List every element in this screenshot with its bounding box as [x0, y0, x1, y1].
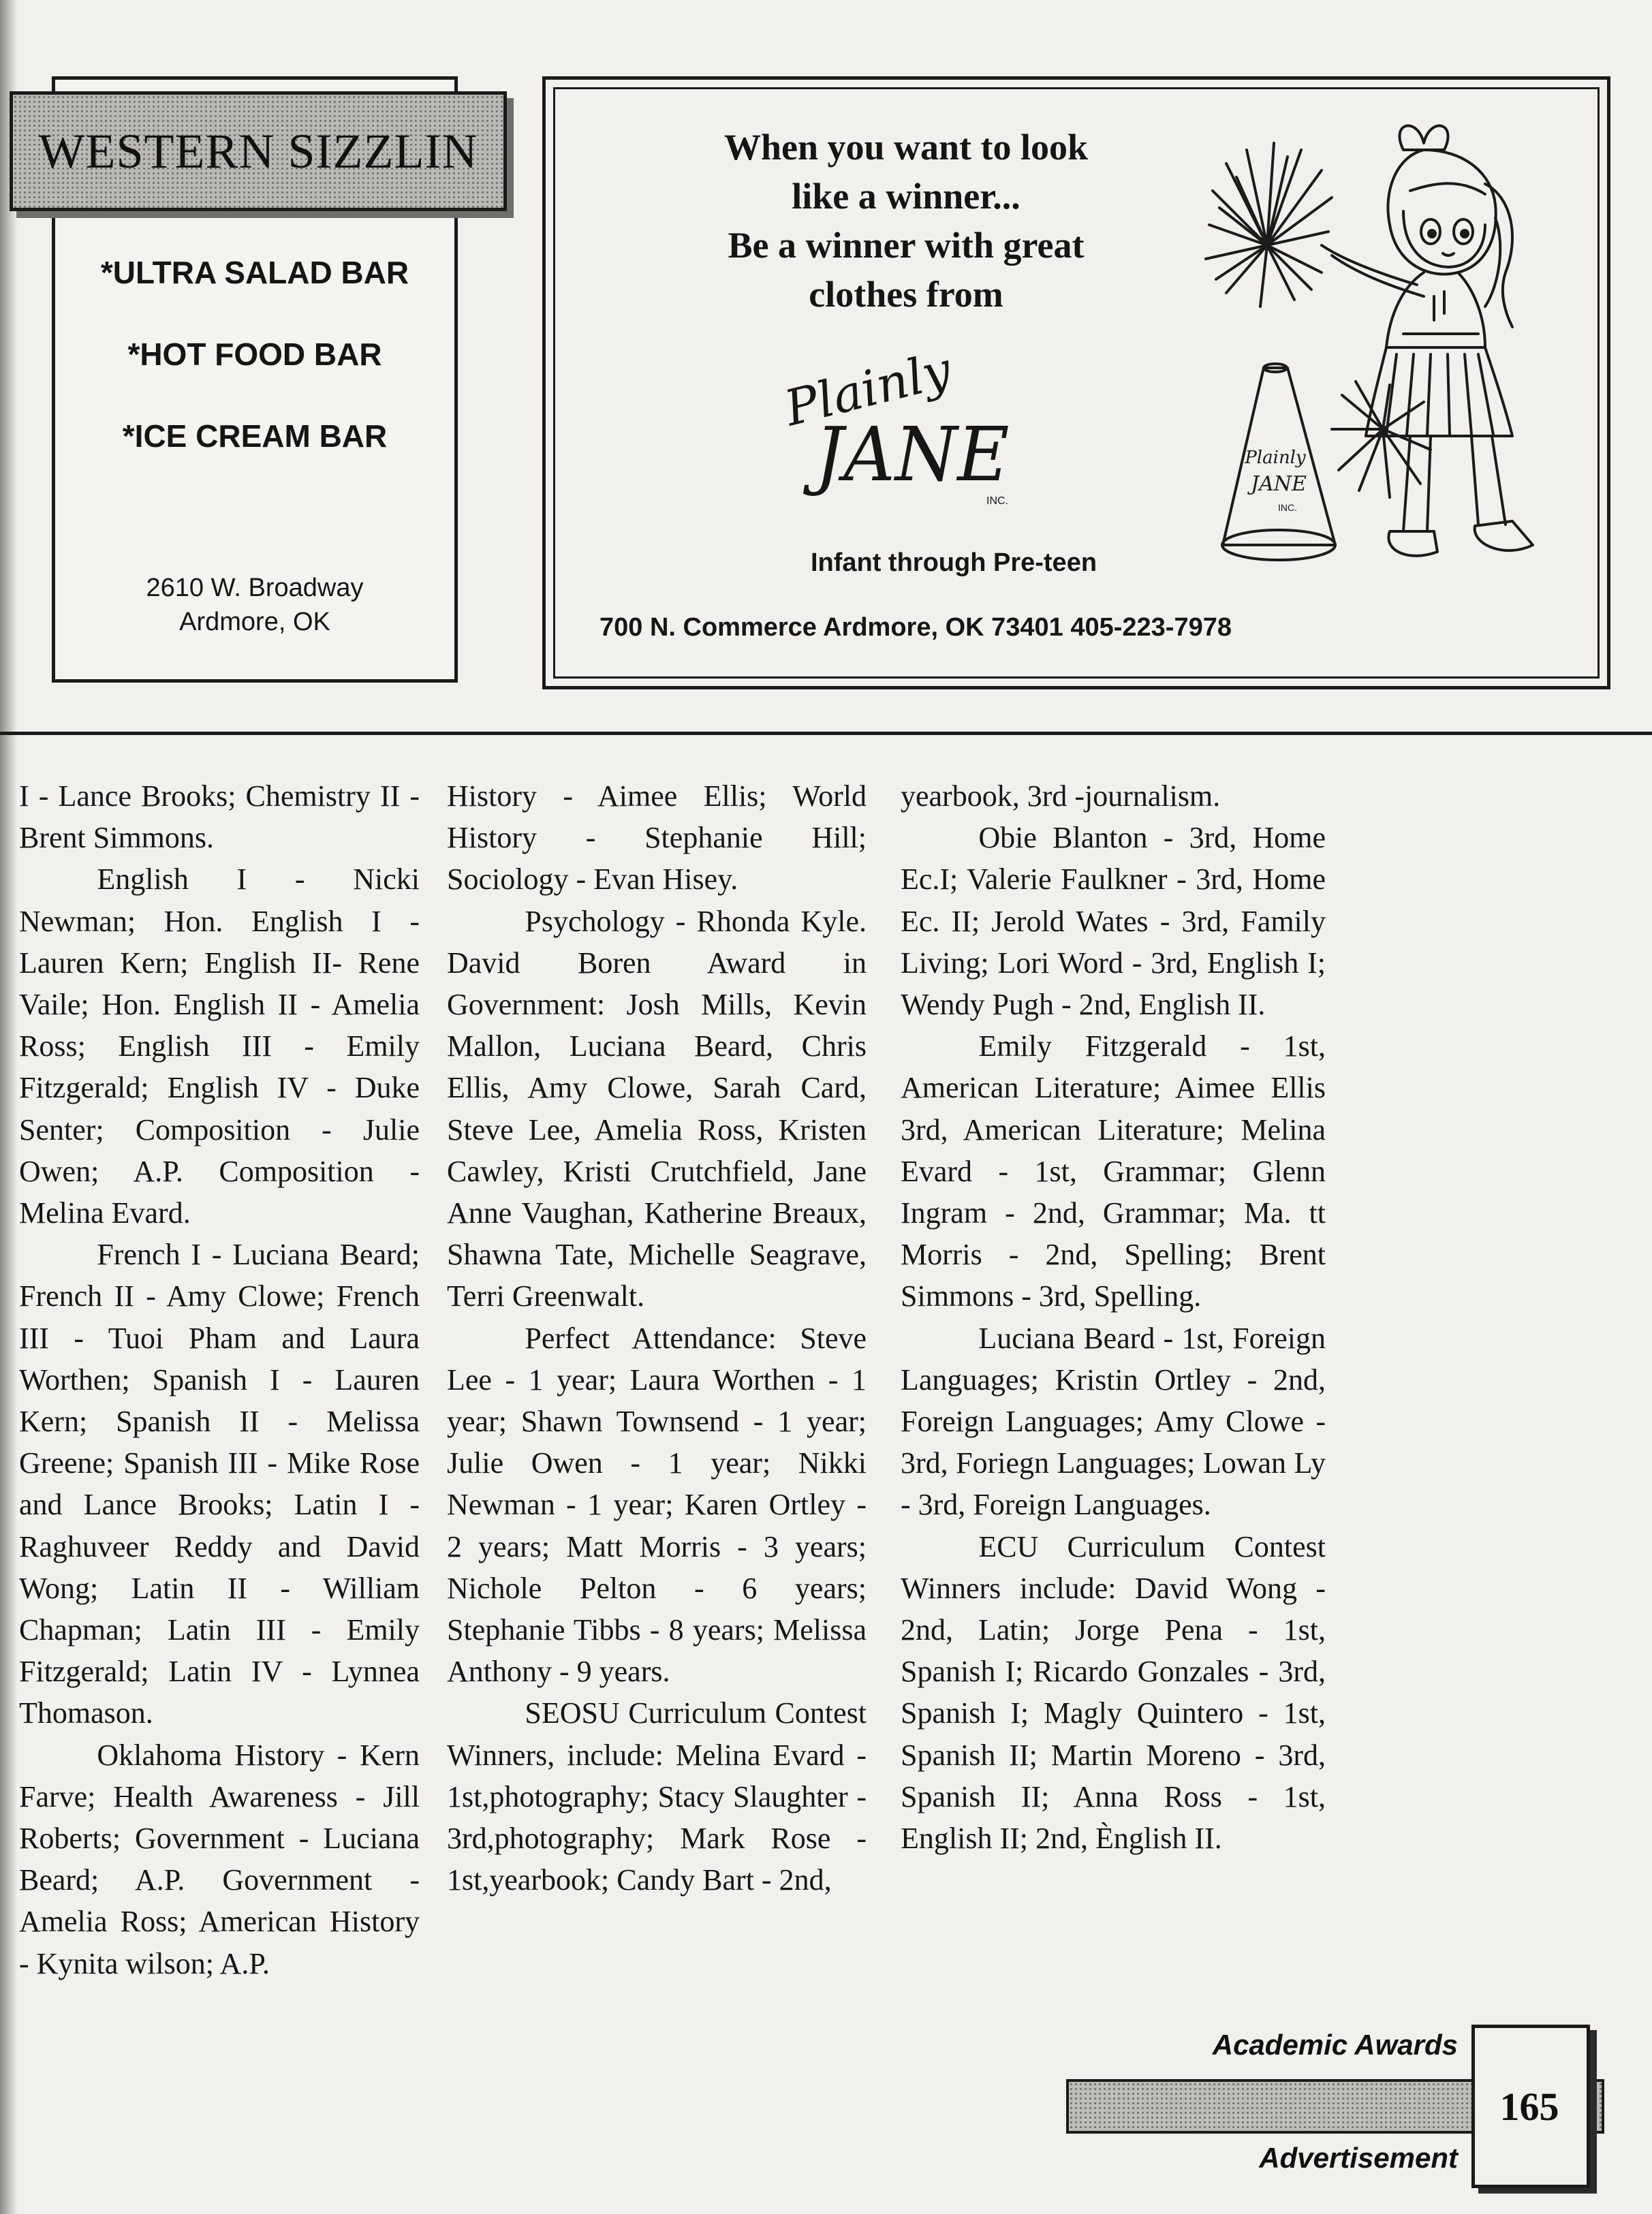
menu-item-hot-food-bar: *HOT FOOD BAR: [127, 337, 382, 372]
paragraph: Emily Fitzgerald - 1st, American Literature; Aimee Ellis 3rd, American Literature; Melina Evard - 1st, Grammar; Glenn Ingram - 2nd, Grammar; Ma. tt Morris - 2nd, Spelling; Brent Simmons - 3rd, Spelling.: [901, 1029, 1326, 1313]
paragraph: I - Lance Brooks; Chemistry II - Brent Simmons.: [19, 779, 420, 855]
face-icon: [1403, 183, 1485, 267]
western-sizzlin-banner: [10, 91, 507, 211]
western-sizzlin-title: WESTERN SIZZLIN: [38, 123, 478, 178]
plainly-jane-headline: [634, 123, 1179, 319]
headline-line-4: clothes from: [809, 274, 1003, 315]
menu-item-salad-bar: *ULTRA SALAD BAR: [100, 255, 409, 290]
paragraph: SEOSU Curriculum Contest Winners, include: Melina Evard - 1st,photography; Stacy Slaughter - 3rd,photography; Mark Rose - 1st,yearbook; Candy Bart - 2nd,: [447, 1696, 867, 1897]
address-line-1: 2610 W. Broadway: [146, 574, 364, 602]
lower-pom-pom-icon: [1332, 381, 1431, 497]
megaphone-text-1: Plainly: [1245, 448, 1306, 468]
body-icon: [1322, 245, 1485, 347]
paragraph: Obie Blanton - 3rd, Home Ec.I; Valerie Faulkner - 3rd, Home Ec. II; Jerold Wates - 3rd, Family Living; Lori Word - 3rd, English I; Wendy Pugh - 2nd, English II.: [901, 821, 1326, 1022]
plainly-jane-address: 700 N. Commerce Ardmore, OK 73401 405-223-7978: [599, 613, 1232, 642]
page-number: 165: [1499, 2084, 1559, 2129]
footer-section-subtitle: Advertisement: [1259, 2142, 1458, 2174]
hair-bow-icon: [1388, 126, 1512, 327]
menu-item-ice-cream-bar: *ICE CREAM BAR: [122, 418, 388, 454]
text-column-3: [901, 775, 1326, 1859]
paragraph: History - Aimee Ellis; World History - Stephanie Hill; Sociology - Evan Hisey.: [447, 779, 867, 896]
headline-line-3: Be a winner with great: [728, 225, 1085, 266]
address-line-2: Ardmore, OK: [179, 608, 330, 636]
book-binding-shadow: [0, 0, 18, 2214]
western-sizzlin-menu: [52, 251, 458, 496]
western-sizzlin-address: [52, 571, 458, 639]
plainly-jane-logo: [770, 341, 1042, 518]
headline-line-2: like a winner...: [792, 176, 1020, 217]
megaphone-text-3: INC.: [1278, 502, 1297, 513]
megaphone-text-2: JANE: [1251, 472, 1307, 496]
text-column-1: [19, 775, 420, 1984]
cheerleader-illustration: [1185, 109, 1587, 599]
text-column-2: [447, 775, 867, 1901]
legs-icon: [1388, 436, 1533, 556]
logo-script: Plainly: [779, 341, 957, 437]
logo-inc: INC.: [986, 495, 1008, 507]
paragraph: Perfect Attendance: Steve Lee - 1 year; Laura Worthen - 1 year; Shawn Townsend - 1 year; Julie Owen - 1 year; Nikki Newman - 1 year; Karen Ortley - 2 years; Matt Morris - 3 years; Nichole Pelton - 6 years; Stephanie Tibbs - 8 years; Melissa Anthony - 9 years.: [447, 1321, 867, 1689]
paragraph: Psychology - Rhonda Kyle. David Boren Award in Government: Josh Mills, Kevin Mallon, Luciana Beard, Chris Ellis, Amy Clowe, Sarah Card, Steve Lee, Amelia Ross, Kristen Cawley, Kristi Crutchfield, Jane Anne Vaughan, Katherine Breaux, Shawna Tate, Michelle Seagrave, Terri Greenwalt.: [447, 904, 867, 1313]
footer-section-title: Academic Awards: [1212, 2029, 1458, 2061]
paragraph: Oklahoma History - Kern Farve; Health Awareness - Jill Roberts; Government - Luciana Beard; A.P. Government - Amelia Ross; American History - Kynita wilson; A.P.: [19, 1738, 420, 1980]
plainly-jane-tagline: Infant through Pre-teen: [810, 548, 1097, 577]
section-divider: [0, 732, 1652, 735]
paragraph: Luciana Beard - 1st, Foreign Languages; Kristin Ortley - 2nd, Foreign Languages; Amy Clowe - 3rd, Foriegn Languages; Lowan Ly - 3rd, Foreign Languages.: [901, 1321, 1326, 1522]
paragraph: yearbook, 3rd -journalism.: [901, 779, 1221, 813]
paragraph: French I - Luciana Beard; French II - Amy Clowe; French III - Tuoi Pham and Laura Worthen; Spanish I - Lauren Kern; Spanish II - Melissa Greene; Spanish III - Mike Rose and Lance Brooks; Latin I - Raghuveer Reddy and David Wong; Latin II - William Chapman; Latin III - Emily Fitzgerald; Latin IV - Lynnea Thomason.: [19, 1238, 420, 1730]
paragraph: English I - Nicki Newman; Hon. English I - Lauren Kern; English II- Rene Vaile; Hon. English II - Amelia Ross; English III - Emily Fitzgerald; English IV - Duke Senter; Composition - Julie Owen; A.P. Composition - Melina Evard.: [19, 862, 420, 1230]
pom-pom-icon: [1206, 143, 1332, 307]
paragraph: ECU Curriculum Contest Winners include: David Wong - 2nd, Latin; Jorge Pena - 1st, Spanish I; Ricardo Gonzales - 3rd, Spanish I; Magly Quintero - 1st, Spanish II; Martin Moreno - 3rd, Spanish II; Anna Ross - 1st, English II; 2nd, Ènglish II.: [901, 1529, 1326, 1856]
logo-name: JANE: [815, 411, 1010, 499]
headline-line-1: When you want to look: [723, 127, 1089, 168]
megaphone-icon: [1222, 364, 1335, 560]
